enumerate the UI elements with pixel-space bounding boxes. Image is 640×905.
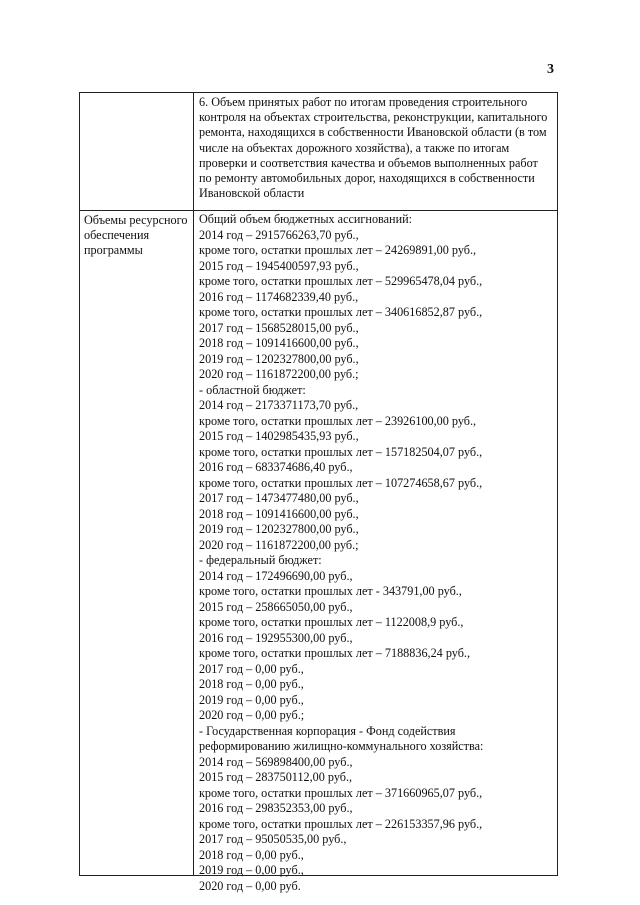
funding-line: 2020 год – 0,00 руб. [199,878,301,893]
funding-line: 2016 год – 192955300,00 руб., [199,630,353,645]
funding-line: Общий объем бюджетных ассигнований: [199,212,412,226]
funding-line: 2018 год – 0,00 руб., [199,677,304,691]
funding-line: - областной бюджет: [199,382,306,397]
funding-line: 2019 год – 1202327800,00 руб., [199,522,359,536]
funding-line: 2015 год – 1945400597,93 руб., [199,258,359,273]
funding-line: 2018 год – 1091416600,00 руб., [199,336,359,350]
funding-line: 2014 год – 569898400,00 руб., [199,754,353,769]
funding-line: 2016 год – 683374686,40 руб., [199,460,353,474]
funding-line: 2019 год – 0,00 руб., [199,863,304,877]
row-divider [80,210,557,211]
funding-line: кроме того, остатки прошлых лет – 340616852,87 руб., [199,305,483,319]
program-table [79,92,558,893]
funding-line: 2016 год – 1174682339,40 руб., [199,289,359,304]
funding-line: 2015 год – 1402985435,93 руб., [199,429,359,443]
funding-line: 2017 год – 1473477480,00 руб., [199,491,359,505]
funding-line: реформированию жилищно-коммунального хозяйства: [199,739,484,753]
funding-line: кроме того, остатки прошлых лет – 7188836,24 руб., [199,646,470,660]
page-number: 3 [547,62,554,77]
funding-line: кроме того, остатки прошлых лет – 23926100,00 руб., [199,413,477,428]
funding-line: 2014 год – 2915766263,70 руб., [199,227,359,242]
funding-line: 2015 год – 258665050,00 руб., [199,599,353,614]
row2-left-label: Объемы ресурсного обеспечения программы [84,213,188,257]
funding-line: 2016 год – 298352353,00 руб., [199,801,353,815]
funding-line: 2020 год – 1161872200,00 руб.; [199,367,359,381]
funding-line: кроме того, остатки прошлых лет – 226153357,96 руб., [199,816,483,831]
row1-right-cell-text: 6. Объем принятых работ по итогам проведения строительного контроля на объектах строительства, реконструкции, капитального ремонта, находящихся в собственности Ивановской области (в том числе на объектах дорожного хозяйства), а также по итогам проверки и соответствия качества и объемов выполненных работ по ремонту автомобильных дорог, находящихся в собственности Ивановской области [199,95,548,201]
funding-line: 2018 год – 0,00 руб., [199,847,304,862]
funding-line: 2014 год – 172496690,00 руб., [199,568,353,583]
funding-line: 2018 год – 1091416600,00 руб., [199,506,359,521]
funding-line: 2017 год – 1568528015,00 руб., [199,320,359,335]
funding-line: 2020 год – 0,00 руб.; [199,708,305,722]
funding-line: - федеральный бюджет: [199,553,322,567]
funding-line: 2015 год – 283750112,00 руб., [199,770,353,784]
funding-line: 2020 год – 1161872200,00 руб.; [199,537,359,552]
funding-line: кроме того, остатки прошлых лет - 343791,00 руб., [199,584,462,598]
funding-line: 2019 год – 0,00 руб., [199,692,304,707]
funding-line: кроме того, остатки прошлых лет – 107274658,67 руб., [199,475,483,490]
funding-line: кроме того, остатки прошлых лет – 529965478,04 руб., [199,274,483,288]
funding-line: кроме того, остатки прошлых лет – 157182504,07 руб., [199,444,483,459]
funding-line: 2017 год – 95050535,00 руб., [199,832,347,846]
funding-line: кроме того, остатки прошлых лет – 1122008,9 руб., [199,615,464,629]
funding-line: 2019 год – 1202327800,00 руб., [199,351,359,366]
funding-line: кроме того, остатки прошлых лет – 24269891,00 руб., [199,243,477,257]
funding-line: 2014 год – 2173371173,70 руб., [199,398,359,412]
funding-line: - Государственная корпорация - Фонд содействия [199,723,456,738]
row2-right-cell-lines [199,212,555,894]
funding-line: 2017 год – 0,00 руб., [199,661,304,676]
funding-line: кроме того, остатки прошлых лет – 371660965,07 руб., [199,785,483,800]
